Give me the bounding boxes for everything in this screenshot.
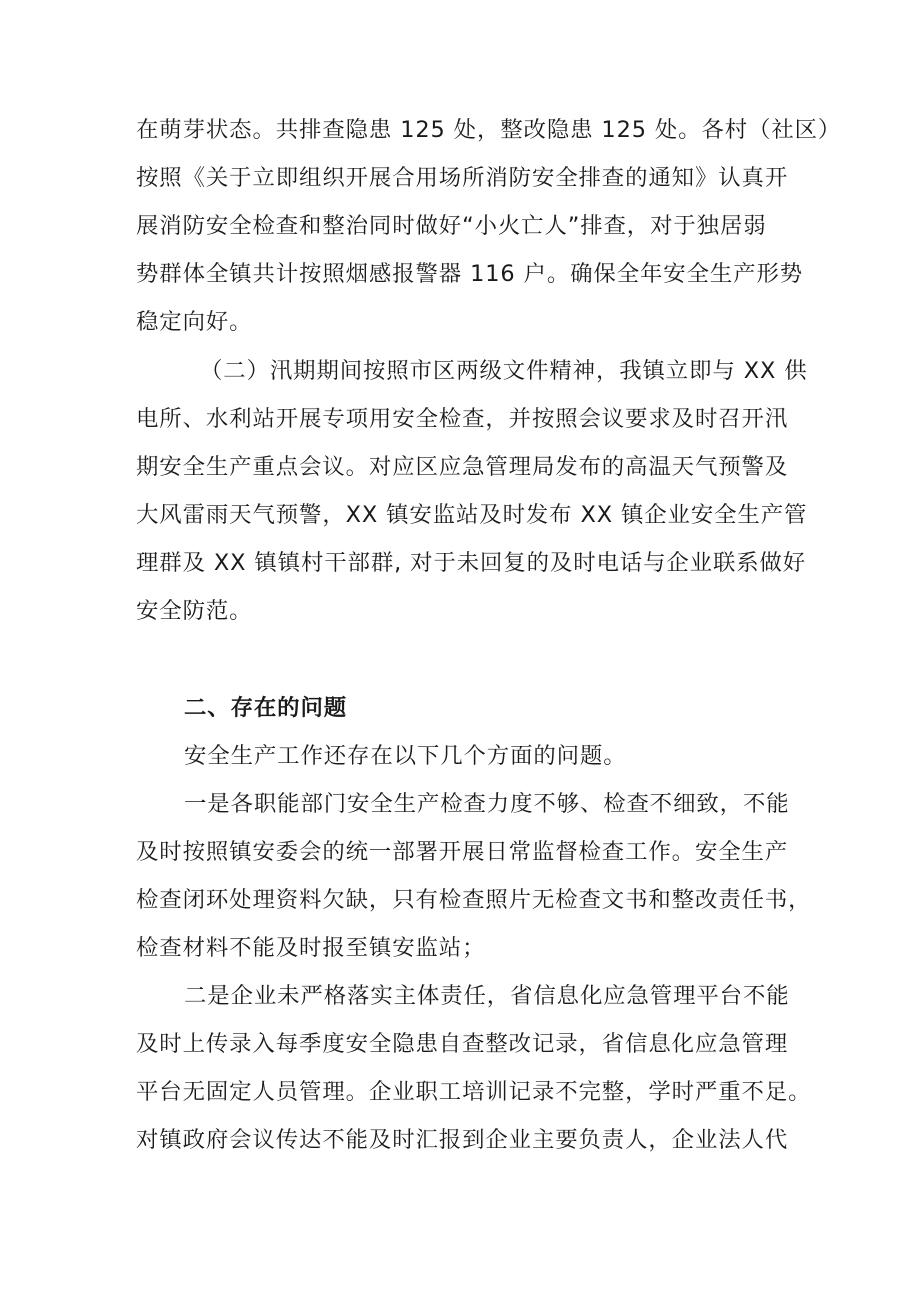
paragraph-4-line-3: 平台无固定人员管理。企业职工培训记录不完整，学时严重不足。 [136,1079,812,1105]
paragraph-4-line-2: 及时上传录入每季度安全隐患自查整改记录，省信息化应急管理 [136,1031,789,1057]
paragraph-2-line-3: 期安全生产重点会议。对应区应急管理局发布的高温天气预警及 [136,454,789,480]
paragraph-3-line-2: 及时按照镇安委会的统一部署开展日常监督检查工作。安全生产 [136,839,789,865]
paragraph-1-line-1: 在萌芽状态。共排查隐患 125 处，整改隐患 125 处。各村（社区） [136,117,842,143]
paragraph-3-line-4: 检查材料不能及时报至镇安监站； [136,935,486,961]
paragraph-1-line-3: 展消防安全检查和整治同时做好“小火亡人”排查，对于独居弱 [136,213,767,239]
paragraph-3-line-1: 一是各职能部门安全生产检查力度不够、检查不细致，不能 [184,791,790,817]
paragraph-4-line-4: 对镇政府会议传达不能及时汇报到企业主要负责人，企业法人代 [136,1127,789,1153]
section-heading: 二、存在的问题 [184,695,348,721]
paragraph-1-line-4: 势群体全镇共计按照烟感报警器 116 户。确保全年安全生产形势 [136,261,804,287]
paragraph-2-line-5: 理群及 XX 镇镇村干部群, 对于未回复的及时电话与企业联系做好 [136,550,807,576]
section-intro: 安全生产工作还存在以下几个方面的问题。 [184,743,627,769]
paragraph-2-line-2: 电所、水利站开展专项用安全检查，并按照会议要求及时召开汛 [136,406,789,432]
paragraph-1-line-2: 按照《关于立即组织开展合用场所消防安全排查的通知》认真开 [136,165,789,191]
paragraph-2-line-6: 安全防范。 [136,598,253,624]
paragraph-2-line-4: 大风雷雨天气预警，XX 镇安监站及时发布 XX 镇企业安全生产管 [136,502,808,528]
paragraph-4-line-1: 二是企业未严格落实主体责任，省信息化应急管理平台不能 [184,983,790,1009]
paragraph-1-line-5: 稳定向好。 [136,309,253,335]
paragraph-2-line-1: （二）汛期期间按照市区两级文件精神，我镇立即与 XX 供 [200,358,808,384]
paragraph-3-line-3: 检查闭环处理资料欠缺，只有检查照片无检查文书和整改责任书， [136,887,812,913]
